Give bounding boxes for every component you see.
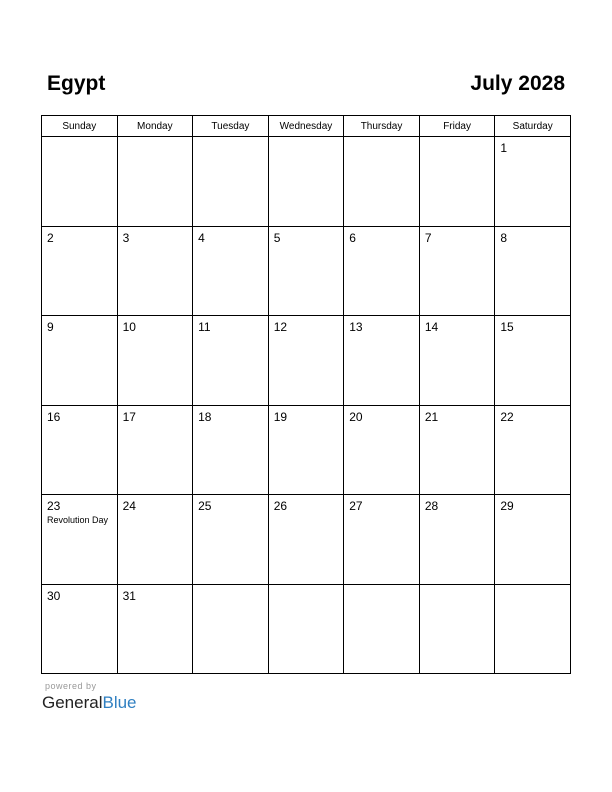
day-number: 11 xyxy=(198,320,211,334)
day-cell xyxy=(344,137,420,227)
day-cell xyxy=(117,584,193,674)
day-cell xyxy=(268,495,344,585)
week-row xyxy=(42,495,571,585)
day-cell xyxy=(42,316,118,406)
day-number: 29 xyxy=(500,499,514,513)
week-row xyxy=(42,405,571,495)
day-cell xyxy=(344,495,420,585)
day-number: 26 xyxy=(273,499,288,513)
day-number: 16 xyxy=(47,409,61,424)
calendar-grid xyxy=(41,115,571,674)
week-row xyxy=(42,316,571,406)
day-cell xyxy=(419,316,495,406)
day-cell xyxy=(495,495,571,585)
day-cell xyxy=(268,137,344,227)
day-number: 13 xyxy=(349,320,363,334)
holiday-label: Revolution Day xyxy=(47,515,109,525)
weekday-header-row xyxy=(42,116,571,137)
day-cell xyxy=(419,137,495,227)
day-cell xyxy=(268,226,344,316)
day-number: 3 xyxy=(122,230,130,245)
day-cell xyxy=(268,405,344,495)
day-number: 20 xyxy=(349,409,363,424)
week-row xyxy=(42,226,571,316)
day-number: 30 xyxy=(47,588,61,603)
day-cell xyxy=(42,405,118,495)
day-number: 31 xyxy=(122,588,136,603)
day-number: 19 xyxy=(273,409,288,424)
day-cell xyxy=(117,137,193,227)
day-number: 2 xyxy=(47,230,54,245)
day-cell xyxy=(268,316,344,406)
weekday-header: Sunday xyxy=(42,116,118,137)
day-cell xyxy=(495,584,571,674)
day-cell xyxy=(193,584,269,674)
day-number: 15 xyxy=(500,320,514,334)
day-number: 10 xyxy=(122,320,136,334)
day-cell xyxy=(42,137,118,227)
day-cell xyxy=(193,405,269,495)
country-title: Egypt xyxy=(47,72,106,95)
day-cell xyxy=(193,495,269,585)
day-number: 4 xyxy=(198,230,205,245)
day-number: 27 xyxy=(349,499,363,513)
day-number: 5 xyxy=(273,230,281,245)
day-cell xyxy=(42,226,118,316)
day-cell xyxy=(344,584,420,674)
day-cell xyxy=(193,226,269,316)
day-cell xyxy=(42,495,118,585)
day-cell xyxy=(117,495,193,585)
day-cell xyxy=(495,137,571,227)
day-number: 6 xyxy=(349,230,356,245)
day-number: 25 xyxy=(198,499,212,513)
day-cell xyxy=(419,405,495,495)
week-row xyxy=(42,584,571,674)
weekday-header: Tuesday xyxy=(193,116,269,137)
day-number: 8 xyxy=(500,230,508,245)
day-number: 28 xyxy=(424,499,439,513)
day-number: 14 xyxy=(424,320,439,334)
powered-by-label: powered by xyxy=(45,681,97,691)
day-number: 24 xyxy=(122,499,136,513)
day-number: 9 xyxy=(47,320,54,334)
day-cell xyxy=(117,226,193,316)
day-cell xyxy=(419,584,495,674)
weekday-header: Monday xyxy=(117,116,193,137)
day-cell xyxy=(419,226,495,316)
day-number: 22 xyxy=(500,409,514,424)
day-cell xyxy=(117,405,193,495)
generalblue-logo[interactable] xyxy=(42,693,137,713)
weekday-header: Saturday xyxy=(495,116,571,137)
day-number: 17 xyxy=(122,409,136,424)
day-number: 12 xyxy=(273,320,288,334)
brand-general-text: General xyxy=(42,693,103,712)
day-cell xyxy=(268,584,344,674)
day-number: 1 xyxy=(500,141,508,155)
day-cell xyxy=(344,316,420,406)
day-number: 23 xyxy=(47,499,61,513)
day-cell xyxy=(117,316,193,406)
day-cell xyxy=(344,405,420,495)
day-cell xyxy=(193,137,269,227)
month-title: July 2028 xyxy=(470,72,565,95)
day-cell xyxy=(42,584,118,674)
day-cell xyxy=(419,495,495,585)
brand-blue-text: Blue xyxy=(102,693,137,712)
weekday-header: Wednesday xyxy=(268,116,344,137)
day-number: 18 xyxy=(198,409,212,424)
day-number: 7 xyxy=(424,230,432,245)
weekday-header: Friday xyxy=(419,116,495,137)
weekday-header: Thursday xyxy=(344,116,420,137)
day-number: 21 xyxy=(424,409,439,424)
day-cell xyxy=(495,316,571,406)
day-cell xyxy=(495,405,571,495)
week-row xyxy=(42,137,571,227)
day-cell xyxy=(193,316,269,406)
day-cell xyxy=(344,226,420,316)
day-cell xyxy=(495,226,571,316)
